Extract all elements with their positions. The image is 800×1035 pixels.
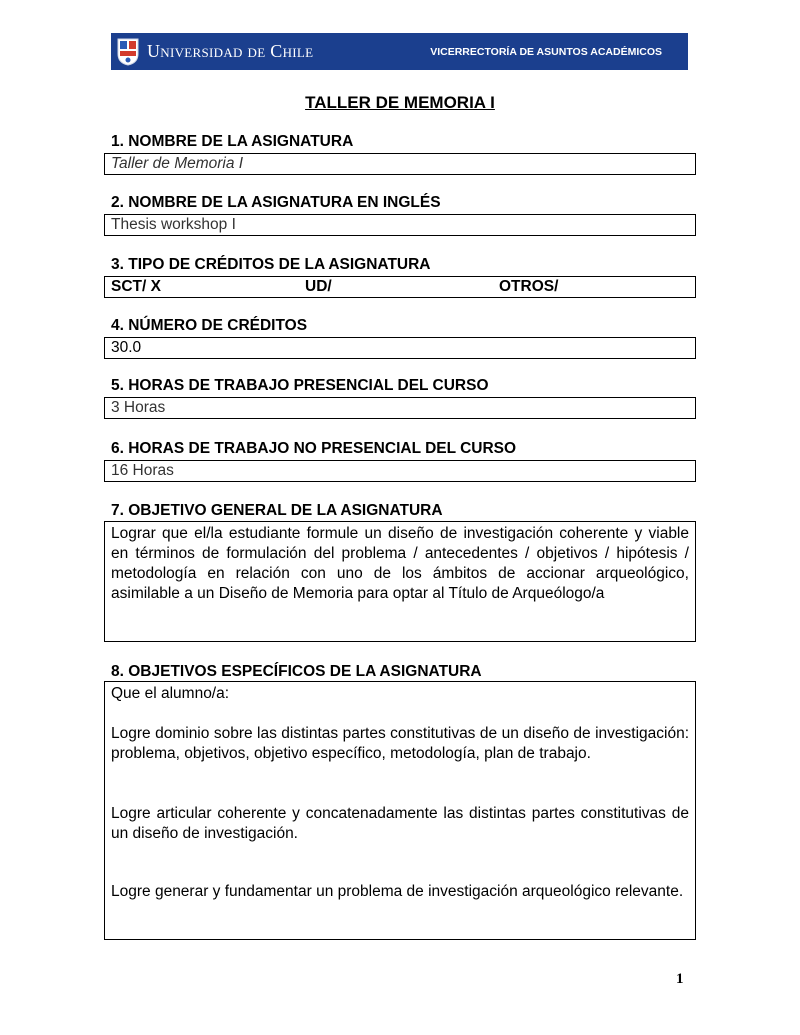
section-8-heading: 8. OBJETIVOS ESPECÍFICOS DE LA ASIGNATURA	[111, 663, 482, 680]
specific-objective-2: Logre articular coherente y concatenadamente las distintas partes constitutivas de un diseño de investigación.	[111, 805, 689, 842]
university-header-banner	[111, 33, 688, 70]
section-7-heading: 7. OBJETIVO GENERAL DE LA ASIGNATURA	[111, 502, 443, 519]
section-8-field	[104, 681, 696, 940]
page-number: 1	[676, 971, 684, 987]
section-3-field	[104, 276, 696, 298]
section-1-heading: 1. NOMBRE DE LA ASIGNATURA	[111, 133, 354, 150]
general-objective-text: Lograr que el/la estudiante formule un diseño de investigación coherente y viable en términos de formulación del problema / antecedentes / objetivos / hipótesis / metodología en relación con uno de los ámbitos de accionar arqueológico, asimilable a un Diseño de Memoria para optar al Título de Arqueólogo/a	[111, 525, 689, 602]
section-3-heading: 3. TIPO DE CRÉDITOS DE LA ASIGNATURA	[111, 256, 431, 273]
section-5-field: 3 Horas	[104, 397, 696, 419]
section-7-field	[104, 521, 696, 642]
university-name: Universidad de Chile	[147, 41, 314, 61]
credit-type-otros: OTROS/	[499, 278, 559, 295]
section-2-field: Thesis workshop I	[104, 214, 696, 236]
document-title: TALLER DE MEMORIA I	[305, 93, 495, 112]
university-crest-icon	[117, 38, 139, 66]
vicerrectoria-label: VICERRECTORÍA DE ASUNTOS ACADÉMICOS	[430, 45, 662, 58]
section-1-field: Taller de Memoria I	[104, 153, 696, 175]
credit-type-sct: SCT/ X	[111, 278, 161, 295]
section-5-heading: 5. HORAS DE TRABAJO PRESENCIAL DEL CURSO	[111, 377, 489, 394]
section-6-field: 16 Horas	[104, 460, 696, 482]
specific-objective-1: Logre dominio sobre las distintas partes constitutivas de un diseño de investigación: problema, objetivos, objetivo específico, metodología, plan de trabajo.	[111, 725, 689, 762]
section-4-heading: 4. NÚMERO DE CRÉDITOS	[111, 317, 308, 334]
section-4-field: 30.0	[104, 337, 696, 359]
section-2-heading: 2. NOMBRE DE LA ASIGNATURA EN INGLÉS	[111, 194, 441, 211]
specific-objectives-intro: Que el alumno/a:	[111, 685, 230, 702]
credit-type-ud: UD/	[305, 278, 332, 295]
section-6-heading: 6. HORAS DE TRABAJO NO PRESENCIAL DEL CURSO	[111, 440, 517, 457]
specific-objective-3: Logre generar y fundamentar un problema de investigación arqueológico relevante.	[111, 883, 684, 900]
